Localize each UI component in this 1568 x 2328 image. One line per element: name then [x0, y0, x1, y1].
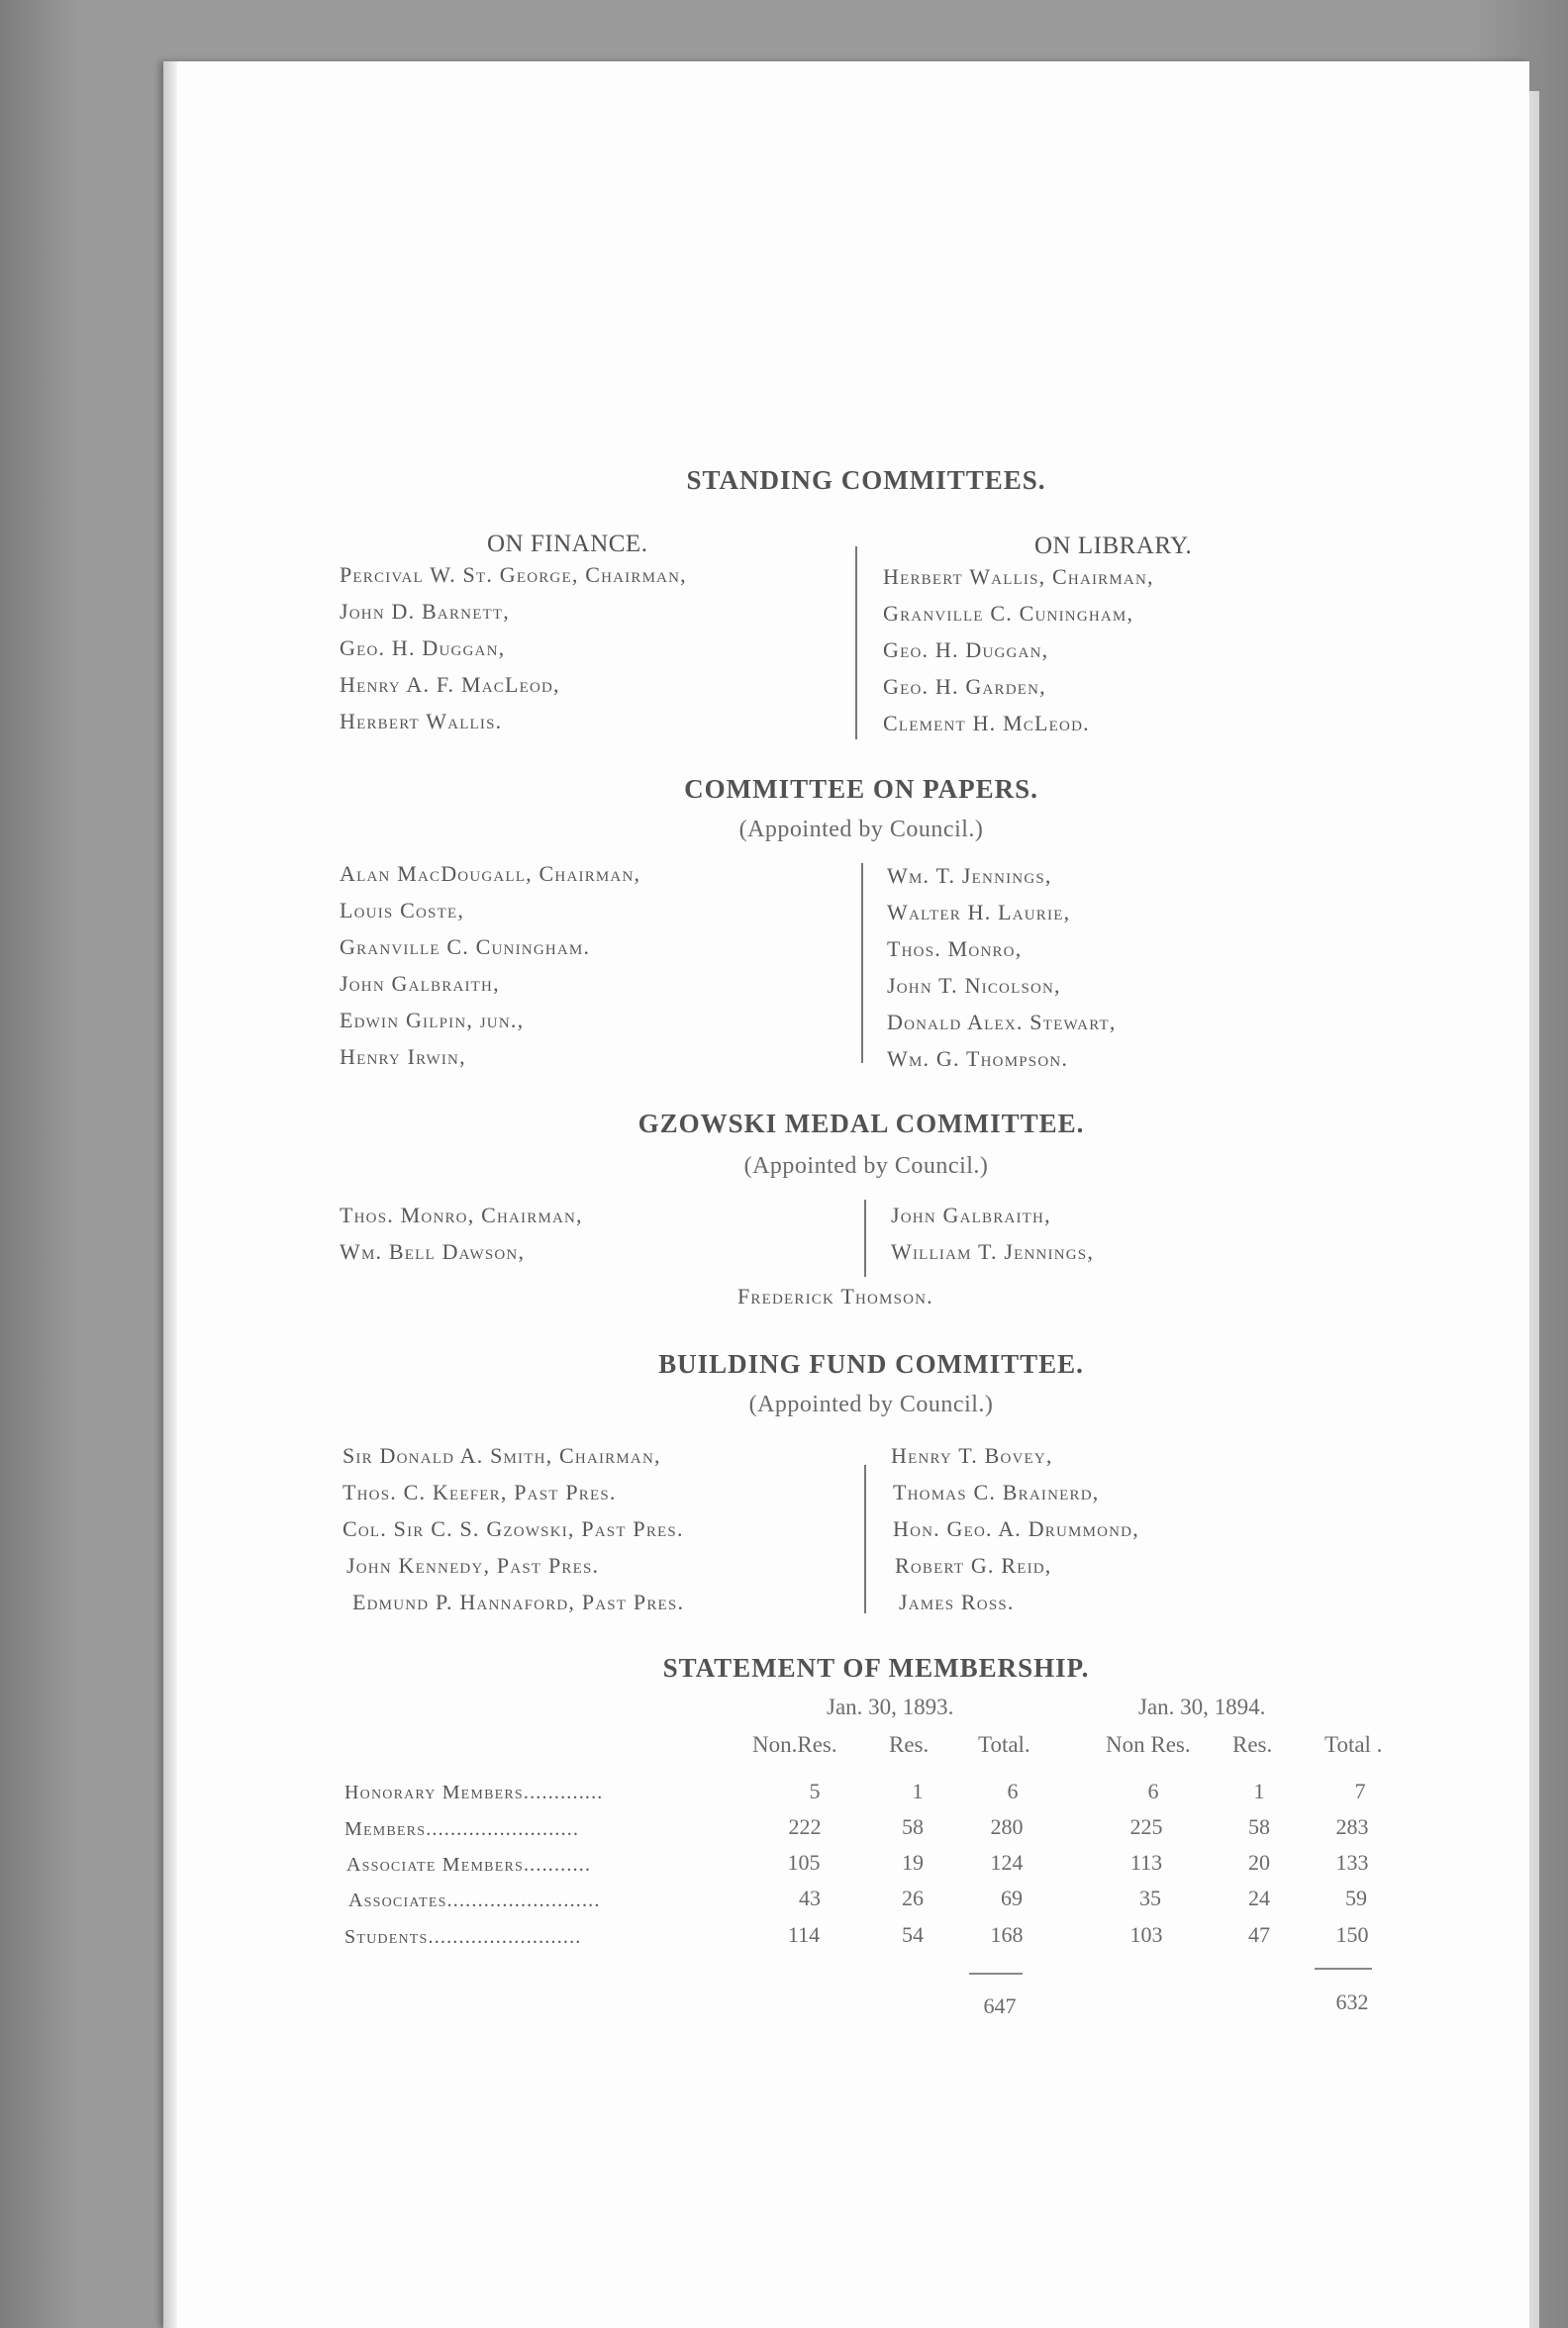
building-member: Edmund P. Hannaford, Past Pres.	[352, 1590, 685, 1614]
library-member: Clement H. McLeod.	[883, 711, 1090, 735]
building-fund-title: BUILDING FUND COMMITTEE.	[658, 1349, 1084, 1379]
table-cell: 35	[1139, 1886, 1161, 1910]
table-row-label: Honorary Members.............	[344, 1782, 604, 1803]
finance-member: Percival W. St. George, Chairman,	[340, 562, 687, 587]
column-header: Non Res.	[1106, 1732, 1191, 1757]
papers-member: Wm. T. Jennings,	[887, 863, 1052, 888]
table-row-label: Associates.........................	[348, 1890, 601, 1911]
library-heading: ON LIBRARY.	[1034, 533, 1193, 559]
gzowski-subtitle: (Appointed by Council.)	[743, 1153, 989, 1179]
column-divider	[861, 863, 863, 1063]
building-member: John Kennedy, Past Pres.	[346, 1553, 600, 1578]
table-cell: 283	[1335, 1814, 1369, 1839]
papers-member: Donald Alex. Stewart,	[887, 1010, 1117, 1034]
building-member: Hon. Geo. A. Drummond,	[893, 1516, 1139, 1541]
gzowski-member: Thos. Monro, Chairman,	[340, 1203, 583, 1227]
column-divider	[864, 1200, 866, 1277]
table-cell: 113	[1129, 1850, 1163, 1875]
building-member: Thos. C. Keefer, Past Pres.	[343, 1480, 617, 1504]
period-1894-heading: Jan. 30, 1894.	[1138, 1695, 1266, 1719]
table-cell: 222	[788, 1814, 822, 1839]
finance-member: Herbert Wallis.	[340, 709, 503, 733]
table-cell: 168	[990, 1922, 1024, 1947]
building-member: Thomas C. Brainerd,	[893, 1480, 1100, 1504]
table-cell: 1	[1253, 1779, 1265, 1803]
total-rule	[969, 1973, 1023, 1975]
papers-member: Alan MacDougall, Chairman,	[340, 861, 641, 886]
table-cell: 43	[799, 1886, 821, 1910]
table-cell: 6	[1147, 1779, 1159, 1803]
table-cell: 54	[902, 1922, 924, 1947]
finance-member: John D. Barnett,	[340, 599, 510, 624]
table-cell: 7	[1354, 1779, 1366, 1803]
table-cell: 124	[990, 1850, 1024, 1875]
papers-subtitle: (Appointed by Council.)	[738, 817, 984, 842]
column-divider	[864, 1465, 866, 1613]
gzowski-title: GZOWSKI MEDAL COMMITTEE.	[637, 1109, 1085, 1138]
library-member: Geo. H. Garden,	[883, 674, 1046, 699]
membership-title: STATEMENT OF MEMBERSHIP.	[662, 1653, 1090, 1683]
table-cell: 20	[1248, 1850, 1270, 1875]
table-cell: 133	[1335, 1850, 1369, 1875]
column-header: Non.Res.	[752, 1732, 837, 1757]
papers-member: Granville C. Cuningham.	[340, 934, 591, 959]
column-header: Total .	[1324, 1732, 1383, 1757]
table-row-label: Students.........................	[344, 1926, 582, 1948]
finance-member: Geo. H. Duggan,	[340, 635, 506, 660]
table-cell: 47	[1248, 1922, 1270, 1947]
table-cell: 58	[902, 1814, 924, 1839]
total-1894: 632	[1335, 1989, 1369, 2014]
gzowski-member: Wm. Bell Dawson,	[340, 1239, 526, 1264]
table-row-label: Members.........................	[344, 1818, 580, 1840]
table-cell: 58	[1248, 1814, 1270, 1839]
table-cell: 19	[902, 1850, 924, 1875]
column-header: Res.	[1232, 1732, 1273, 1757]
building-member: Sir Donald A. Smith, Chairman,	[343, 1443, 661, 1468]
building-member: James Ross.	[899, 1590, 1015, 1614]
papers-member: Louis Coste,	[340, 898, 465, 922]
gzowski-member: Frederick Thomson.	[737, 1284, 933, 1309]
papers-member: Thos. Monro,	[887, 936, 1023, 961]
papers-title: COMMITTEE ON PAPERS.	[684, 774, 1038, 804]
table-cell: 26	[902, 1886, 924, 1910]
finance-heading: ON FINANCE.	[487, 531, 648, 557]
table-cell: 24	[1248, 1886, 1270, 1910]
total-1893: 647	[983, 1993, 1017, 2018]
table-cell: 5	[809, 1779, 821, 1803]
table-cell: 69	[1001, 1886, 1023, 1910]
table-cell: 105	[787, 1850, 821, 1875]
document-page	[163, 61, 1529, 2328]
period-1893-heading: Jan. 30, 1893.	[827, 1695, 954, 1719]
library-member: Granville C. Cuningham,	[883, 601, 1134, 626]
building-member: Robert G. Reid,	[895, 1553, 1052, 1578]
table-cell: 59	[1345, 1886, 1367, 1910]
library-member: Herbert Wallis, Chairman,	[883, 564, 1154, 589]
table-cell: 225	[1129, 1814, 1163, 1839]
papers-member: Walter H. Laurie,	[887, 900, 1071, 924]
finance-member: Henry A. F. MacLeod,	[340, 672, 560, 697]
table-cell: 150	[1335, 1922, 1369, 1947]
table-cell: 1	[912, 1779, 924, 1803]
standing-committees-title: STANDING COMMITTEES.	[686, 465, 1046, 495]
papers-member: John Galbraith,	[340, 971, 500, 996]
gzowski-member: William T. Jennings,	[891, 1239, 1095, 1264]
building-member: Col. Sir C. S. Gzowski, Past Pres.	[343, 1516, 684, 1541]
papers-member: Wm. G. Thompson.	[887, 1046, 1069, 1071]
table-cell: 114	[787, 1922, 821, 1947]
library-member: Geo. H. Duggan,	[883, 637, 1049, 662]
table-cell: 103	[1129, 1922, 1163, 1947]
table-row-label: Associate Members...........	[346, 1854, 592, 1876]
column-header: Total.	[978, 1732, 1030, 1757]
table-cell: 280	[990, 1814, 1024, 1839]
papers-member: Henry Irwin,	[340, 1044, 466, 1069]
papers-member: Edwin Gilpin, jun.,	[340, 1008, 525, 1032]
table-cell: 6	[1007, 1779, 1019, 1803]
papers-member: John T. Nicolson,	[887, 973, 1061, 998]
building-fund-subtitle: (Appointed by Council.)	[748, 1392, 994, 1417]
column-divider	[855, 546, 857, 739]
building-member: Henry T. Bovey,	[891, 1443, 1053, 1468]
column-header: Res.	[889, 1732, 930, 1757]
gzowski-member: John Galbraith,	[891, 1203, 1051, 1227]
total-rule	[1315, 1968, 1372, 1970]
